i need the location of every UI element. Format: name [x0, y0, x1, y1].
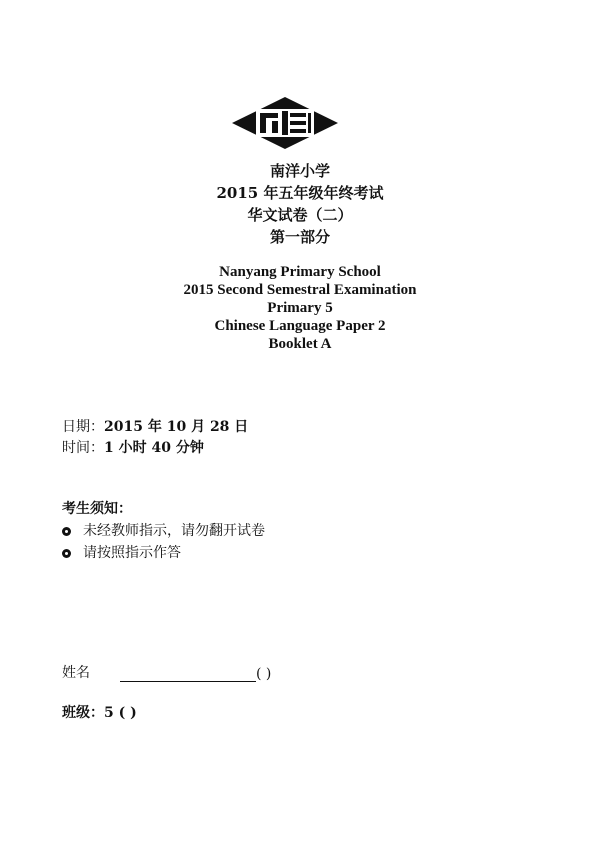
name-field[interactable] — [120, 667, 256, 682]
date-label: 日期： — [62, 419, 104, 435]
bullet-icon — [62, 527, 71, 536]
school-name-en: Nanyang Primary School — [219, 264, 381, 280]
instruction-item — [62, 542, 265, 564]
time-label: 时间： — [62, 440, 104, 456]
name-row — [62, 662, 271, 682]
exam-title-en: 2015 Second Semestral Examination — [183, 282, 417, 298]
english-header — [0, 263, 600, 353]
name-bracket: ( ) — [256, 666, 272, 682]
name-label: 姓名 — [62, 665, 90, 681]
instruction-text: 请按照指示作答 — [83, 545, 181, 561]
time-row — [62, 438, 204, 459]
instructions-title: 考生须知： — [62, 501, 132, 517]
level-en: Primary 5 — [267, 300, 333, 316]
instruction-item — [62, 520, 265, 542]
paper-title-en: Chinese Language Paper 2 — [214, 318, 386, 334]
school-name-zh: 南洋小学 — [269, 162, 330, 180]
time-value: 1 小时 40 分钟 — [104, 440, 204, 456]
instructions-list — [62, 520, 265, 564]
class-row: 班级：5 ( ) — [62, 705, 137, 721]
school-logo-icon — [230, 95, 340, 151]
bullet-icon — [62, 549, 71, 558]
booklet-en: Booklet A — [268, 336, 332, 352]
part-title-zh: 第一部分 — [269, 228, 330, 246]
instruction-text: 未经教师指示，请勿翻开试卷 — [83, 523, 265, 539]
date-value: 2015 年 10 月 28 日 — [104, 419, 249, 435]
exam-title-zh: 2015 年五年级年终考试 — [216, 184, 384, 202]
chinese-header — [0, 160, 600, 248]
paper-title-zh: 华文试卷（二） — [247, 206, 353, 224]
date-row — [62, 417, 248, 438]
